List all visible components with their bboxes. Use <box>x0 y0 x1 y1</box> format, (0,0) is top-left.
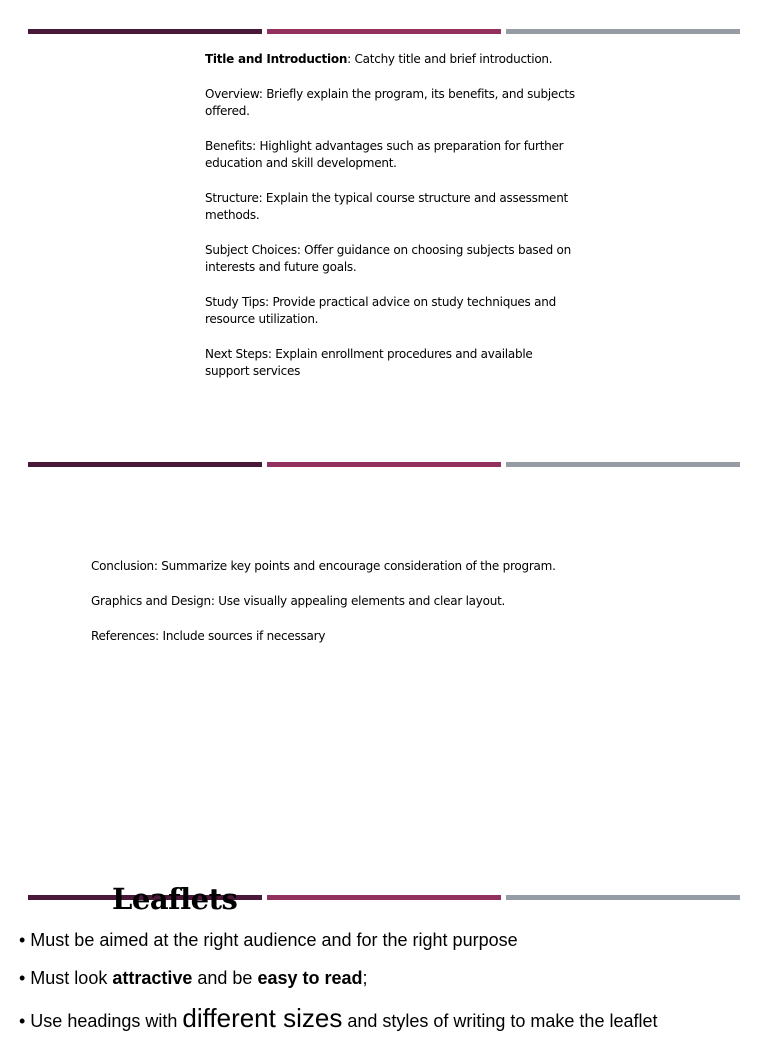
divider-segment-gray <box>506 895 740 900</box>
bullet-text: and styles of writing to make the leaflet <box>342 1011 658 1031</box>
divider-segment-magenta <box>267 29 501 34</box>
bullet-emphasis: easy to read <box>257 968 363 988</box>
overview-item: Overview: Briefly explain the program, its benefits, and subjects offered. <box>205 86 575 118</box>
references-item: References: Include sources if necessary <box>91 629 326 643</box>
next-steps-item: Next Steps: Explain enrollment procedures and available support services <box>205 346 533 378</box>
slide-2-top-divider <box>28 462 740 467</box>
divider-segment-gray <box>506 462 740 467</box>
leaflets-title: Leaflets <box>112 882 238 916</box>
bullet-item <box>19 926 759 964</box>
slide-1-top-divider <box>28 29 740 34</box>
bullet-text: • Must look <box>19 968 113 988</box>
structure-item: Structure: Explain the typical course structure and assessment methods. <box>205 190 569 222</box>
divider-segment-magenta <box>267 895 501 900</box>
bullet-emphasis: attractive <box>112 968 193 988</box>
divider-segment-gray <box>506 29 740 34</box>
bullet-large-text: different sizes <box>182 1003 343 1033</box>
bullet-item <box>19 1002 759 1040</box>
slide-1-content <box>205 51 575 398</box>
study-tips-item: Study Tips: Provide practical advice on study techniques and resource utilization. <box>205 294 556 326</box>
bullet-text: • Must be aimed at the right audience and for the right purpose <box>19 930 518 950</box>
benefits-item: Benefits: Highlight advantages such as preparation for further education and skill development. <box>205 138 564 170</box>
divider-segment-dark <box>28 29 262 34</box>
leaflets-bullet-list <box>19 926 759 1040</box>
graphics-and-design-item: Graphics and Design: Use visually appealing elements and clear layout. <box>91 594 506 608</box>
title-and-introduction-item <box>205 51 575 69</box>
conclusion-item: Conclusion: Summarize key points and encourage consideration of the program. <box>91 559 556 573</box>
bullet-text: and be <box>192 968 258 988</box>
bullet-text: ; <box>362 968 368 988</box>
item-text: : Catchy title and brief introduction. <box>347 52 553 66</box>
divider-segment-magenta <box>267 462 501 467</box>
slide-2-content <box>91 558 691 663</box>
subject-choices-item: Subject Choices: Offer guidance on choosing subjects based on interests and future goals. <box>205 242 571 274</box>
divider-segment-dark <box>28 462 262 467</box>
item-heading: Title and Introduction <box>205 52 348 66</box>
bullet-text: • Use headings with <box>19 1011 183 1031</box>
bullet-item <box>19 964 759 1002</box>
